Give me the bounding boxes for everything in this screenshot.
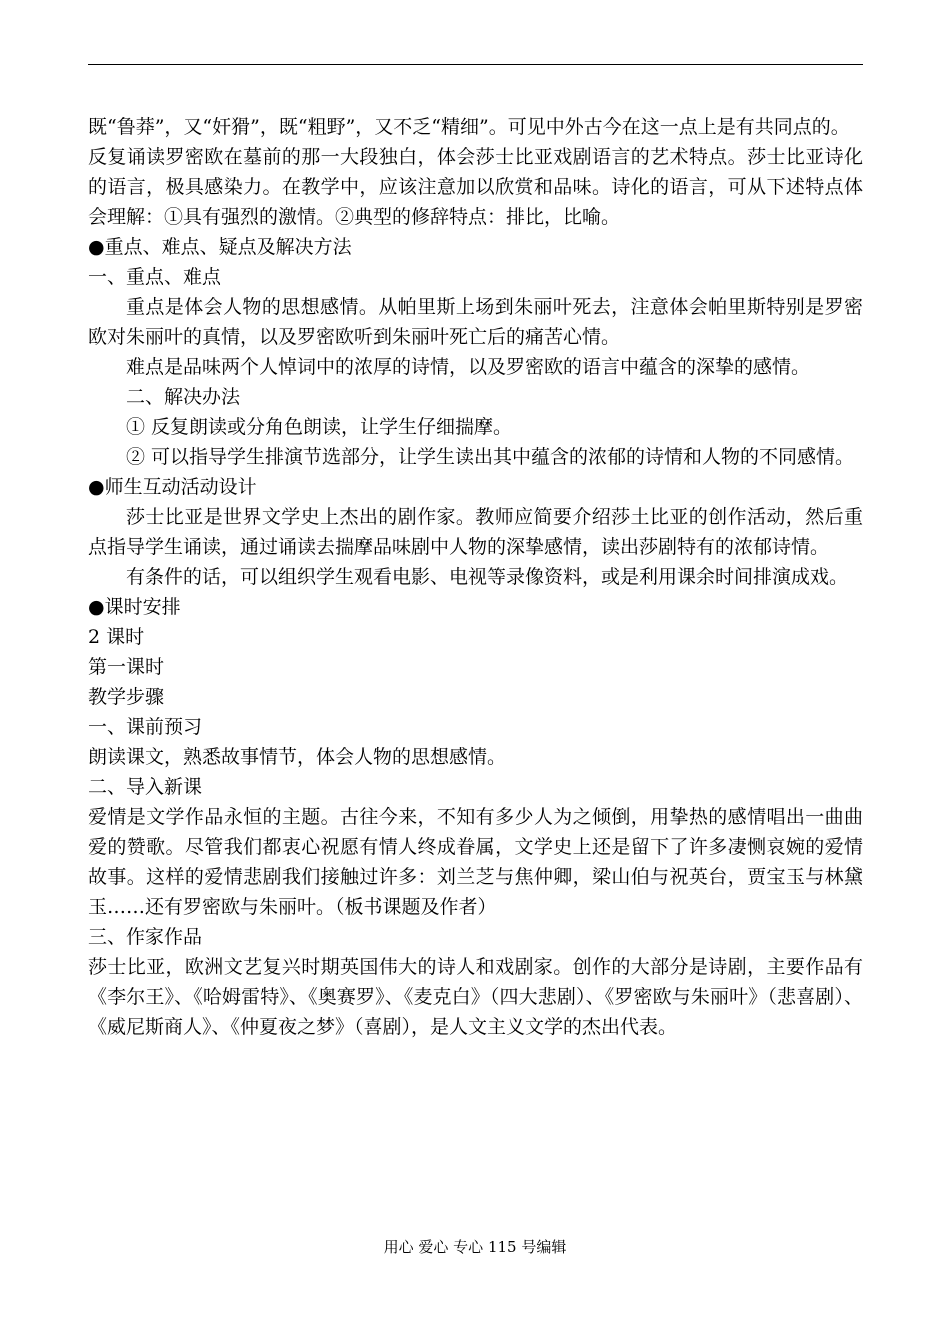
document-body <box>88 112 863 1042</box>
paragraph: 二、导入新课 <box>88 776 203 798</box>
paragraph: 第一课时 <box>88 656 165 678</box>
paragraph: 朗读课文，熟悉故事情节，体会人物的思想感情。 <box>88 746 507 768</box>
paragraph: ●重点、难点、疑点及解决方法 <box>88 236 352 258</box>
paragraph: 教学步骤 <box>88 686 165 708</box>
paragraph: ② 可以指导学生排演节选部分，让学生读出其中蕴含的浓郁的诗情和人物的不同感情。 <box>126 446 855 468</box>
paragraph: 爱情是文学作品永恒的主题。古往今来，不知有多少人为之倾倒，用挚热的感情唱出一曲曲爱的赞歌。尽管我们都衷心祝愿有情人终成眷属，文学史上还是留下了许多凄恻哀婉的爱情故事。这样的爱情悲剧我们接触过许多：刘兰芝与焦仲卿，梁山伯与祝英台，贾宝玉与林黛玉……还有罗密欧与朱丽叶。（板书课题及作者） <box>88 806 863 918</box>
header-rule <box>88 64 863 65</box>
paragraph: 一、重点、难点 <box>88 266 222 288</box>
paragraph: 反复诵读罗密欧在墓前的那一大段独白，体会莎士比亚戏剧语言的艺术特点。莎士比亚诗化的语言，极具感染力。在教学中，应该注意加以欣赏和品味。诗化的语言，可从下述特点体会理解：①具有强烈的激情。②典型的修辞特点：排比，比喻。 <box>88 146 863 228</box>
paragraph: 二、解决办法 <box>126 386 241 408</box>
paragraph: 莎士比亚，欧洲文艺复兴时期英国伟大的诗人和戏剧家。创作的大部分是诗剧，主要作品有《李尔王》、《哈姆雷特》、《奥赛罗》、《麦克白》（四大悲剧）、《罗密欧与朱丽叶》（悲喜剧）、《威尼斯商人》、《仲夏夜之梦》（喜剧），是人文主义文学的杰出代表。 <box>88 956 863 1038</box>
paragraph: 难点是品味两个人悼词中的浓厚的诗情，以及罗密欧的语言中蕴含的深挚的感情。 <box>126 356 811 378</box>
paragraph: 有条件的话，可以组织学生观看电影、电视等录像资料，或是利用课余时间排演成戏。 <box>126 566 849 588</box>
paragraph: 莎士比亚是世界文学史上杰出的剧作家。教师应简要介绍莎土比亚的创作活动，然后重点指导学生诵读，通过诵读去揣摩品味剧中人物的深挚感情，读出莎剧特有的浓郁诗情。 <box>88 506 863 558</box>
paragraph: ① 反复朗读或分角色朗读，让学生仔细揣摩。 <box>126 416 513 438</box>
paragraph: ●师生互动活动设计 <box>88 476 257 498</box>
paragraph: 三、作家作品 <box>88 926 203 948</box>
paragraph: 2 课时 <box>88 626 145 648</box>
paragraph: 一、课前预习 <box>88 716 203 738</box>
paragraph: 重点是体会人物的思想感情。从帕里斯上场到朱丽叶死去，注意体会帕里斯特别是罗密欧对朱丽叶的真情，以及罗密欧听到朱丽叶死亡后的痛苦心情。 <box>88 296 863 348</box>
page-footer: 用心 爱心 专心 115 号编辑 <box>383 1238 567 1256</box>
paragraph: ●课时安排 <box>88 596 181 618</box>
paragraph: 既“鲁莽”，又“奸猾”，既“粗野”，又不乏“精细”。可见中外古今在这一点上是有共同点的。 <box>88 116 850 138</box>
